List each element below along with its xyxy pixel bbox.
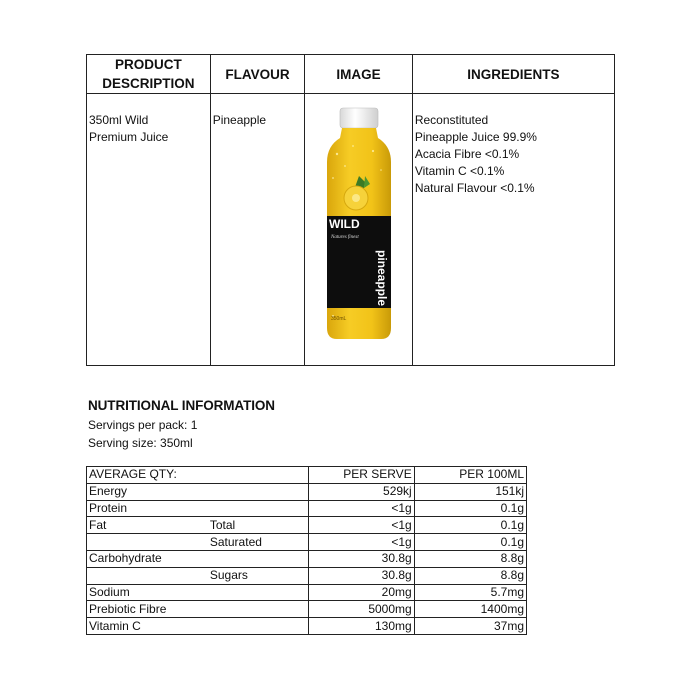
per-100ml-value: 0.1g <box>414 500 526 517</box>
per-serve-value: 130mg <box>308 618 414 635</box>
nutrition-row-fat-saturated <box>87 534 527 551</box>
nutrition-row-fat-total <box>87 517 527 534</box>
ingredient-item: Reconstituted <box>414 113 489 127</box>
header-per-100ml: PER 100ML <box>414 467 526 484</box>
ingredient-item: Pineapple Juice 99.9% <box>414 130 537 144</box>
ingredient-item: Natural Flavour <0.1% <box>414 181 535 195</box>
nutrition-row-prebiotic-fibre <box>87 601 527 618</box>
product-image-cell <box>305 94 413 366</box>
per-100ml-value: 151kj <box>414 483 526 500</box>
nutrient-name: Prebiotic Fibre <box>87 601 208 618</box>
per-serve-value: 20mg <box>308 584 414 601</box>
nutrient-name: Vitamin C <box>87 618 208 635</box>
nutrient-sub <box>208 483 308 500</box>
product-table <box>86 54 615 366</box>
per-serve-value: 30.8g <box>308 567 414 584</box>
juice-bottle-image <box>323 106 395 342</box>
nutrition-row-sodium <box>87 584 527 601</box>
header-ingredients: INGREDIENTS <box>412 55 614 94</box>
nutrient-name: Energy <box>87 483 208 500</box>
header-spacer <box>208 467 308 484</box>
flavour-cell: Pineapple <box>210 94 305 366</box>
nutrition-row-carbohydrate <box>87 550 527 567</box>
per-serve-value: 30.8g <box>308 550 414 567</box>
product-table-header-row <box>87 55 615 94</box>
size-text: 350mL <box>330 316 346 322</box>
tagline-text: Natures finest <box>330 235 359 240</box>
nutrient-sub <box>208 618 308 635</box>
nutrient-sub <box>208 550 308 567</box>
per-100ml-value: 8.8g <box>414 550 526 567</box>
nutrition-row-protein <box>87 500 527 517</box>
per-100ml-value: 37mg <box>414 618 526 635</box>
nutrition-heading: NUTRITIONAL INFORMATION <box>88 398 275 413</box>
serving-size: Serving size: 350ml <box>88 436 193 450</box>
ingredients-cell <box>412 94 614 366</box>
product-description-line1: 350ml Wild <box>89 113 149 127</box>
nutrient-name: Sodium <box>87 584 208 601</box>
servings-per-pack: Servings per pack: 1 <box>88 418 198 432</box>
ingredient-item: Vitamin C <0.1% <box>414 164 505 178</box>
nutrient-sub: Saturated <box>208 534 308 551</box>
nutrition-row-sugars <box>87 567 527 584</box>
per-serve-value: <1g <box>308 500 414 517</box>
product-description-cell <box>87 94 211 366</box>
nutrient-sub: Sugars <box>208 567 308 584</box>
header-product-description <box>87 55 211 94</box>
product-description-line2: Premium Juice <box>89 130 169 144</box>
per-100ml-value: 8.8g <box>414 567 526 584</box>
product-row <box>87 94 615 366</box>
per-serve-value: <1g <box>308 517 414 534</box>
nutrient-name: Protein <box>87 500 208 517</box>
flavour-vertical-text: pineapple <box>374 250 389 307</box>
header-image: IMAGE <box>305 55 413 94</box>
per-serve-value: 5000mg <box>308 601 414 618</box>
nutrition-row-vitamin-c <box>87 618 527 635</box>
ingredient-item: Acacia Fibre <0.1% <box>414 147 520 161</box>
nutrient-name <box>87 534 208 551</box>
header-average-qty: AVERAGE QTY: <box>87 467 208 484</box>
per-100ml-value: 5.7mg <box>414 584 526 601</box>
bottle-cap <box>340 108 378 128</box>
nutrient-name: Carbohydrate <box>87 550 208 567</box>
header-per-serve: PER SERVE <box>308 467 414 484</box>
nutrition-header-row <box>87 467 527 484</box>
per-serve-value: 529kj <box>308 483 414 500</box>
nutrition-table <box>86 466 527 635</box>
nutrition-row-energy <box>87 483 527 500</box>
nutrient-sub: Total <box>208 517 308 534</box>
header-description-line2: DESCRIPTION <box>102 76 195 91</box>
nutrient-sub <box>208 500 308 517</box>
nutrient-sub <box>208 584 308 601</box>
nutrient-sub <box>208 601 308 618</box>
header-description-line1: PRODUCT <box>114 57 182 72</box>
nutrient-name: Fat <box>87 517 208 534</box>
per-serve-value: <1g <box>308 534 414 551</box>
brand-text: WILD <box>328 217 360 231</box>
header-flavour: FLAVOUR <box>210 55 305 94</box>
per-100ml-value: 0.1g <box>414 517 526 534</box>
per-100ml-value: 1400mg <box>414 601 526 618</box>
per-100ml-value: 0.1g <box>414 534 526 551</box>
nutrient-name <box>87 567 208 584</box>
